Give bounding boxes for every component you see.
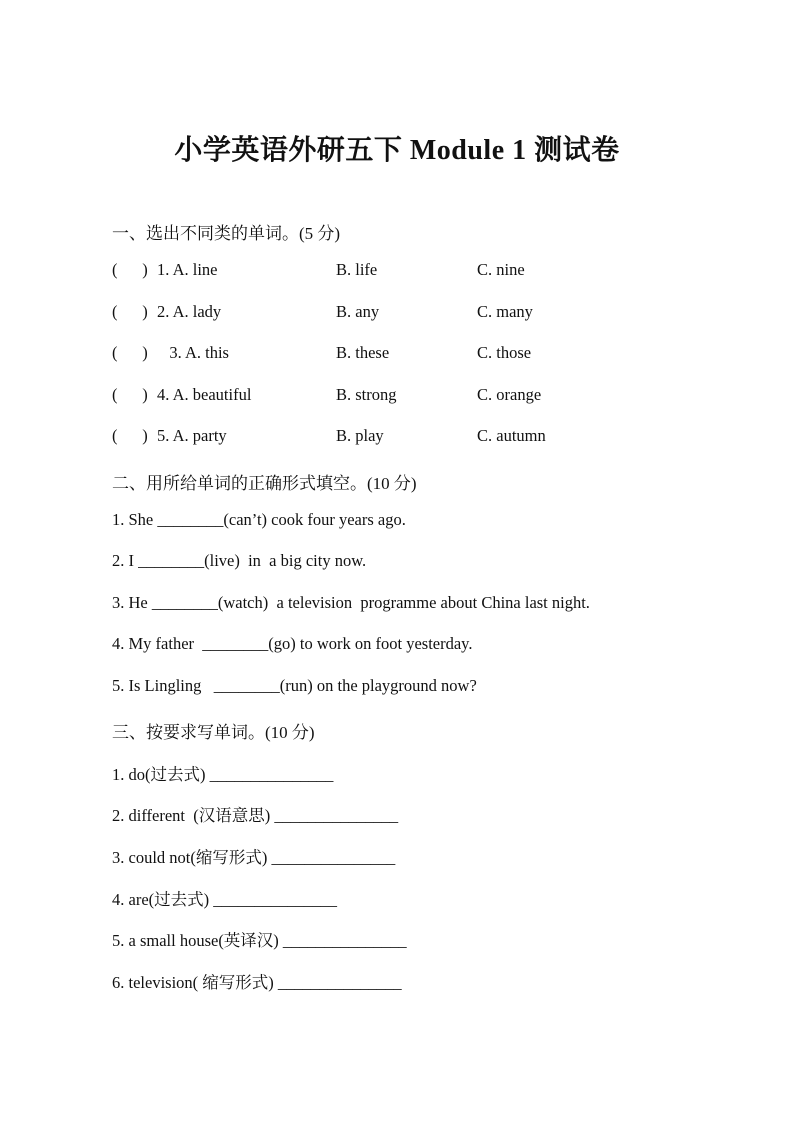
option-a: 3. A. this <box>157 343 229 362</box>
mcq-question-1 <box>112 260 712 284</box>
answer-blank: ( ) <box>112 426 148 445</box>
answer-blank: ( ) <box>112 260 148 279</box>
option-a: 1. A. line <box>157 260 218 279</box>
section3-heading: 三、按要求写单词。(10 分) <box>112 723 315 742</box>
option-b: B. strong <box>336 385 397 404</box>
mcq-question-2 <box>112 302 712 326</box>
fill-blank-item-2: 2. I ________(live) in a big city now. <box>112 551 367 570</box>
option-c: C. orange <box>477 385 542 404</box>
mcq-question-3 <box>112 343 712 367</box>
fill-blank-item-3: 3. He ________(watch) a television programme about China last night. <box>112 593 590 612</box>
option-c: C. autumn <box>477 426 546 445</box>
word-task-item-4: 4. are(过去式) _______________ <box>112 890 338 909</box>
word-task-item-2: 2. different (汉语意思) _______________ <box>112 806 399 825</box>
word-task-item-3: 3. could not(缩写形式) _______________ <box>112 848 396 867</box>
word-task-item-1: 1. do(过去式) _______________ <box>112 765 334 784</box>
section2-heading: 二、用所给单词的正确形式填空。(10 分) <box>112 474 417 493</box>
word-task-item-6: 6. television( 缩写形式) _______________ <box>112 973 402 992</box>
word-task-item-5: 5. a small house(英译汉) _______________ <box>112 931 407 950</box>
fill-blank-item-4: 4. My father ________(go) to work on foot yesterday. <box>112 634 473 653</box>
option-a: 2. A. lady <box>157 302 222 321</box>
option-b: B. life <box>336 260 378 279</box>
option-b: B. play <box>336 426 384 445</box>
option-a: 5. A. party <box>157 426 227 445</box>
option-c: C. nine <box>477 260 525 279</box>
mcq-question-5 <box>112 426 712 450</box>
answer-blank: ( ) <box>112 385 148 404</box>
option-b: B. any <box>336 302 380 321</box>
answer-blank: ( ) <box>112 302 148 321</box>
fill-blank-item-1: 1. She ________(can’t) cook four years ago. <box>112 510 406 529</box>
option-c: C. many <box>477 302 533 321</box>
option-c: C. those <box>477 343 532 362</box>
section1-heading: 一、选出不同类的单词。(5 分) <box>112 224 341 243</box>
answer-blank: ( ) <box>112 343 148 362</box>
option-b: B. these <box>336 343 390 362</box>
option-a: 4. A. beautiful <box>157 385 252 404</box>
mcq-question-4 <box>112 385 712 409</box>
page-title: 小学英语外研五下 Module 1 测试卷 <box>174 135 620 166</box>
fill-blank-item-5: 5. Is Lingling ________(run) on the playground now? <box>112 676 477 695</box>
